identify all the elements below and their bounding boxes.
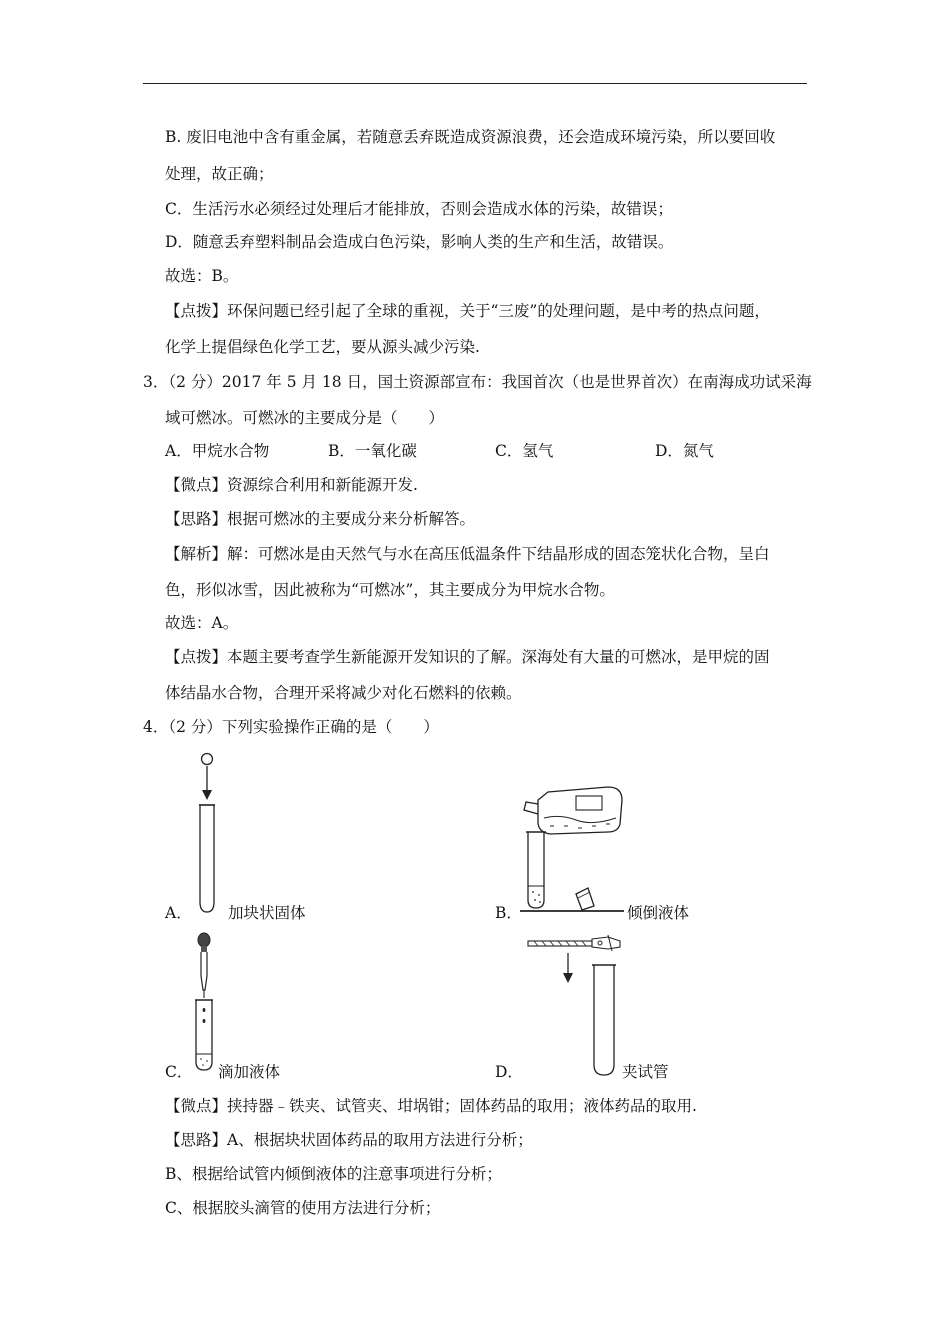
header-rule	[143, 83, 807, 84]
q4-idea-c: C、根据胶头滴管的使用方法进行分析；	[165, 1199, 441, 1217]
q4-option-d-caption: 夹试管	[622, 1063, 669, 1081]
q4-option-d-letter: D．	[495, 1063, 523, 1081]
q2-tip-line1: 【点拨】环保问题已经引起了全球的重视，关于“三废”的处理问题，是中考的热点问题，	[165, 302, 770, 320]
q3-tip-line2: 体结晶水合物，合理开采将减少对化石燃料的依赖。	[165, 684, 522, 702]
q2-option-c-line: C．生活污水必须经过处理后才能排放，否则会造成水体的污染，故错误；	[165, 200, 673, 218]
figure-a-add-solid	[190, 750, 240, 920]
q4-point: 【微点】挟持器﹣铁夹、试管夹、坩埚钳；固体药品的取用；液体药品的取用.	[165, 1097, 697, 1115]
q4-idea-a: 【思路】A、根据块状固体药品的取用方法进行分析；	[165, 1131, 533, 1149]
figure-b-pour-liquid	[520, 782, 625, 917]
figure-d-tube-holder	[526, 935, 626, 1080]
q3-option-d: D．氮气	[655, 442, 714, 460]
q4-option-c-letter: C．	[165, 1063, 193, 1081]
q3-option-b: B．一氧化碳	[328, 442, 417, 460]
q3-stem-line2: 域可燃冰。可燃冰的主要成分是（ ）	[165, 409, 445, 427]
q4-stem: 4．（2 分）下列实验操作正确的是（ ）	[143, 718, 439, 736]
q3-analysis-line1: 【解析】解：可燃冰是由天然气与水在高压低温条件下结晶形成的固态笼状化合物，呈白	[165, 545, 770, 563]
q4-idea-b: B、根据给试管内倾倒液体的注意事项进行分析；	[165, 1165, 502, 1183]
figure-c-dropper	[192, 930, 228, 1080]
q2-tip-line2: 化学上提倡绿色化学工艺，要从源头减少污染.	[165, 338, 480, 356]
q3-option-a: A．甲烷水合物	[165, 442, 270, 460]
q3-answer: 故选：A。	[165, 614, 239, 632]
q3-analysis-line2: 色，形似冰雪，因此被称为“可燃冰”，其主要成分为甲烷水合物。	[165, 581, 615, 599]
q2-option-d-line: D．随意丢弃塑料制品会造成白色污染，影响人类的生产和生活，故错误。	[165, 233, 674, 251]
q2-option-b-line2: 处理，故正确；	[165, 165, 274, 183]
q3-tip-line1: 【点拨】本题主要考查学生新能源开发知识的了解。深海处有大量的可燃冰，是甲烷的固	[165, 648, 770, 666]
q2-option-b-line1: B. 废旧电池中含有重金属，若随意丢弃既造成资源浪费，还会造成环境污染，所以要回收	[165, 128, 776, 146]
q4-option-b-letter: B．	[495, 904, 522, 922]
q3-idea: 【思路】根据可燃冰的主要成分来分析解答。	[165, 510, 476, 528]
q2-answer: 故选：B。	[165, 267, 239, 285]
q3-stem-line1: 3．（2 分）2017 年 5 月 18 日，国土资源部宣布：我国首次（也是世界首次）在南海成功试采海	[143, 373, 812, 391]
q4-option-b-caption: 倾倒液体	[627, 904, 690, 922]
q4-option-a-caption: 加块状固体	[228, 904, 306, 922]
q3-point: 【微点】资源综合利用和新能源开发.	[165, 476, 418, 494]
q4-option-c-caption: 滴加液体	[218, 1063, 281, 1081]
q3-option-c: C．氢气	[495, 442, 554, 460]
q4-option-a-letter: A．	[165, 904, 192, 922]
